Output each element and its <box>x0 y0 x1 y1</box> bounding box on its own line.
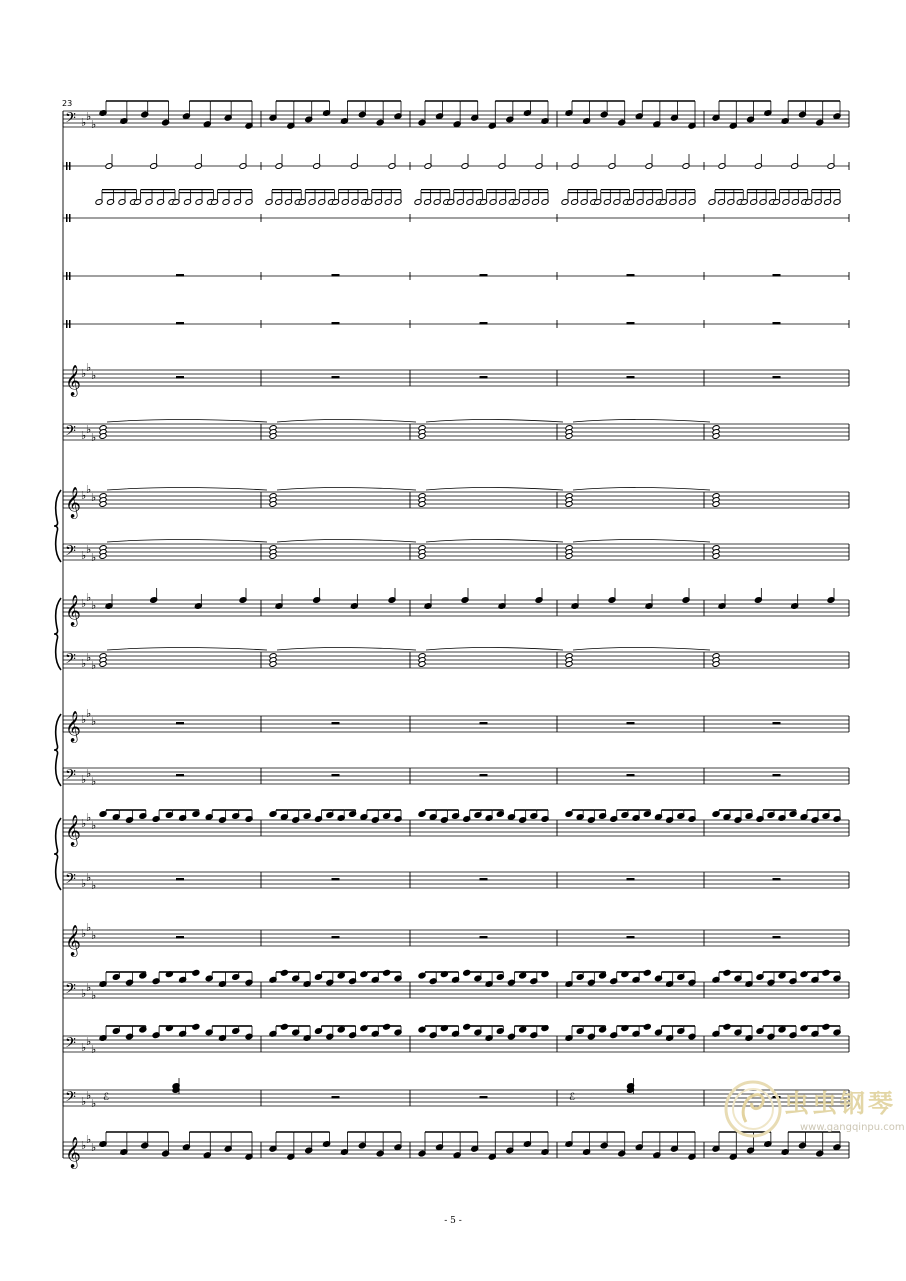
flat-icon: ♭ <box>81 367 87 380</box>
flat-icon: ♭ <box>81 877 87 890</box>
flat-icon: ♭ <box>86 707 92 720</box>
staff-s1 <box>63 101 849 131</box>
flat-icon: ♭ <box>81 116 87 129</box>
svg-text:ℰ: ℰ <box>103 1092 110 1103</box>
flat-icon: ♭ <box>81 713 87 726</box>
flat-icon: ♭ <box>81 987 87 1000</box>
staff-s17 <box>63 969 849 1002</box>
flat-icon: ♭ <box>86 361 92 374</box>
staff-s10 <box>63 588 849 627</box>
flat-icon: ♭ <box>86 921 92 934</box>
staff-s3 <box>63 189 849 222</box>
bass-clef-icon: 𝄢 <box>65 651 76 671</box>
flat-icon: ♭ <box>86 483 92 496</box>
staff-s2 <box>63 154 849 170</box>
staff-s11 <box>63 648 849 673</box>
flat-icon: ♭ <box>91 819 97 832</box>
staff-s6 <box>63 361 849 397</box>
flat-icon: ♭ <box>86 981 92 994</box>
flat-icon: ♭ <box>91 659 97 672</box>
flat-icon: ♭ <box>86 110 92 123</box>
brace-icon <box>54 714 61 786</box>
bass-clef-icon: 𝄢 <box>65 1035 76 1055</box>
staff-s7 <box>63 420 849 445</box>
treble-clef-icon: 𝄞 <box>65 815 81 846</box>
staff-s8 <box>63 483 849 519</box>
treble-clef-icon: 𝄞 <box>65 1137 81 1168</box>
flat-icon: ♭ <box>91 1043 97 1056</box>
bass-clef-icon: 𝄢 <box>65 543 76 563</box>
flat-icon: ♭ <box>81 489 87 502</box>
flat-icon: ♭ <box>81 1139 87 1152</box>
brace-icon <box>54 598 61 670</box>
bass-clef-icon: 𝄢 <box>65 981 76 1001</box>
watermark <box>722 1078 905 1148</box>
flat-icon: ♭ <box>86 767 92 780</box>
flat-icon: ♭ <box>86 1035 92 1048</box>
flat-icon: ♭ <box>86 543 92 556</box>
staff-s18 <box>63 1023 849 1056</box>
flat-icon: ♭ <box>86 651 92 664</box>
flat-icon: ♭ <box>81 817 87 830</box>
staff-s13 <box>63 767 849 788</box>
flat-icon: ♭ <box>86 1089 92 1102</box>
brace-icon <box>54 490 61 562</box>
treble-clef-icon: 𝄞 <box>65 925 81 956</box>
flat-icon: ♭ <box>91 599 97 612</box>
watermark-url: www.gangqinpu.com <box>800 1122 905 1133</box>
flat-icon: ♭ <box>91 775 97 788</box>
staff-s4 <box>63 272 849 280</box>
bass-clef-icon: 𝄢 <box>65 1089 76 1109</box>
measure-number: 23 <box>62 99 73 108</box>
treble-clef-icon: 𝄞 <box>65 365 81 396</box>
flat-icon: ♭ <box>86 811 92 824</box>
flat-icon: ♭ <box>91 551 97 564</box>
watermark-title: 虫虫钢琴 <box>784 1089 897 1118</box>
flat-icon: ♭ <box>86 1133 92 1146</box>
staff-s5 <box>63 320 849 328</box>
watermark-logo-icon <box>722 1078 784 1140</box>
flat-icon: ♭ <box>81 657 87 670</box>
treble-clef-icon: 𝄞 <box>65 595 81 626</box>
flat-icon: ♭ <box>91 715 97 728</box>
svg-text:ℰ: ℰ <box>569 1092 576 1103</box>
staff-s9 <box>63 540 849 565</box>
flat-icon: ♭ <box>91 431 97 444</box>
brace-icon <box>54 818 61 890</box>
flat-icon: ♭ <box>91 491 97 504</box>
bass-clef-icon: 𝄢 <box>65 423 76 443</box>
flat-icon: ♭ <box>91 929 97 942</box>
treble-clef-icon: 𝄞 <box>65 711 81 742</box>
flat-icon: ♭ <box>81 1095 87 1108</box>
staff-s16 <box>63 921 849 957</box>
flat-icon: ♭ <box>91 118 97 131</box>
flat-icon: ♭ <box>91 369 97 382</box>
staff-s12 <box>63 707 849 743</box>
flat-icon: ♭ <box>86 591 92 604</box>
bass-clef-icon: 𝄢 <box>65 110 76 130</box>
bass-clef-icon: 𝄢 <box>65 767 76 787</box>
flat-icon: ♭ <box>86 423 92 436</box>
flat-icon: ♭ <box>81 429 87 442</box>
flat-icon: ♭ <box>81 1041 87 1054</box>
flat-icon: ♭ <box>81 597 87 610</box>
flat-icon: ♭ <box>81 773 87 786</box>
flat-icon: ♭ <box>91 989 97 1002</box>
flat-icon: ♭ <box>91 1141 97 1154</box>
staff-s14 <box>63 810 849 847</box>
flat-icon: ♭ <box>91 1097 97 1110</box>
flat-icon: ♭ <box>86 871 92 884</box>
flat-icon: ♭ <box>81 549 87 562</box>
flat-icon: ♭ <box>81 927 87 940</box>
page-number: - 5 - <box>444 1216 462 1226</box>
flat-icon: ♭ <box>91 879 97 892</box>
staff-s15 <box>63 871 849 892</box>
treble-clef-icon: 𝄞 <box>65 487 81 518</box>
bass-clef-icon: 𝄢 <box>65 871 76 891</box>
